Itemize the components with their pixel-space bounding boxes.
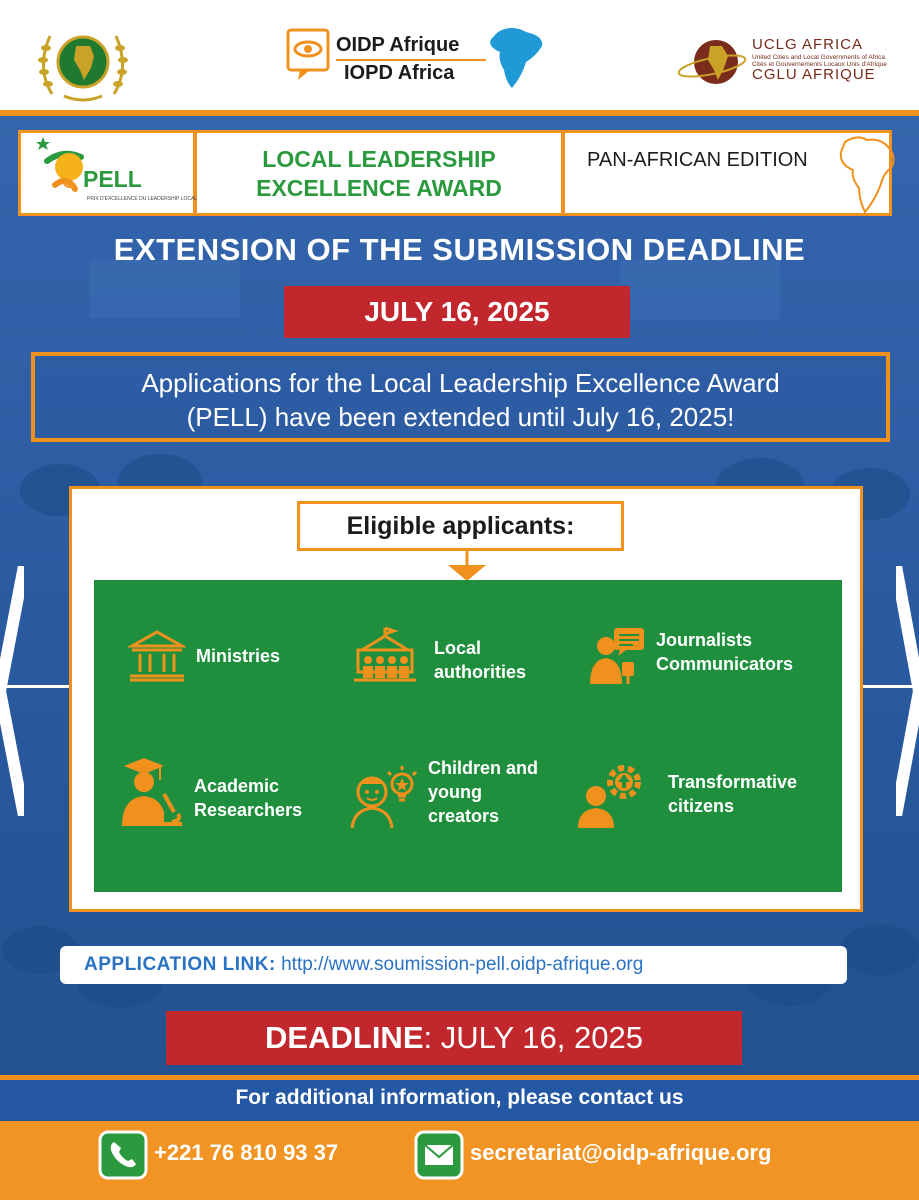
announcement-text: (PELL) have been extended until July 16, 2025!: [186, 402, 735, 432]
uclg-africa-title: UCLG AFRICA: [752, 36, 864, 53]
phone-icon: [98, 1130, 148, 1180]
ministry-building-icon: [128, 628, 186, 682]
applicant-categories: [94, 580, 842, 892]
award-title: [197, 145, 561, 203]
award-banner: [18, 130, 892, 216]
connector-line: [0, 685, 80, 688]
category-label: [434, 636, 526, 684]
edition-label: PAN-AFRICAN EDITION: [587, 149, 808, 171]
headline: EXTENSION OF THE SUBMISSION DEADLINE: [113, 232, 806, 267]
award-title-line: EXCELLENCE AWARD: [256, 175, 502, 201]
child-lightbulb-icon: [348, 764, 418, 830]
category-label-line: Ministries: [196, 646, 281, 666]
category-label-line: Journalists: [656, 630, 753, 650]
announcement-box: [31, 352, 890, 442]
category-label-line: authorities: [434, 662, 527, 682]
application-link-label: APPLICATION LINK:: [84, 954, 276, 975]
deadline-label: DEADLINE: [265, 1020, 424, 1055]
category-label: [428, 756, 538, 828]
category-label-line: creators: [428, 806, 500, 826]
oidp-name: OIDP Afrique: [336, 34, 460, 56]
category-label: [194, 774, 302, 822]
category-label-line: Researchers: [194, 800, 303, 820]
deadline-banner: [166, 1011, 742, 1065]
uclg-subtitle-en: United Cities and Local Governments of Africa: [752, 54, 885, 61]
category-label-line: citizens: [668, 796, 735, 816]
contact-title: For additional information, please contact us: [235, 1086, 684, 1109]
journalist-microphone-icon: [588, 624, 650, 686]
citizen-gear-icon: [576, 760, 646, 828]
side-chevron-left-icon: [0, 566, 24, 816]
banner-divider: [561, 130, 565, 216]
graduate-microscope-icon: [120, 756, 184, 828]
oidp-divider: [336, 59, 486, 61]
pell-wordmark: PELL: [83, 166, 142, 192]
category-label-line: Children and: [428, 758, 539, 778]
award-title-line: LOCAL LEADERSHIP: [262, 146, 496, 172]
announcement-text: Applications for the Local Leadership Excellence Award: [141, 368, 780, 398]
deadline-value: : JULY 16, 2025: [423, 1020, 643, 1055]
category-label: [668, 770, 797, 818]
category-label: [656, 628, 793, 676]
eligible-applicants-title: Eligible applicants:: [297, 501, 624, 551]
uclg-subtitle-fr: Cités et Gouvernements Locaux Unis d'Afrique: [752, 61, 887, 68]
category-label-line: Academic: [194, 776, 280, 796]
category-label: [196, 644, 280, 668]
cglu-afrique-title: CGLU AFRIQUE: [752, 66, 876, 83]
connector-line: [856, 685, 919, 688]
category-label-line: Local: [434, 638, 482, 658]
african-union-emblem-icon: [34, 24, 132, 102]
application-link[interactable]: http://www.soumission-pell.oidp-afrique.org: [281, 954, 644, 975]
header-divider: [0, 110, 919, 116]
uclg-globe-logo-icon: [676, 36, 748, 88]
down-arrow-icon: [442, 551, 492, 583]
email-address[interactable]: secretariat@oidp-afrique.org: [470, 1140, 772, 1165]
category-label-line: Transformative: [668, 772, 798, 792]
africa-map-outline-icon: [837, 130, 897, 216]
email-icon: [414, 1130, 464, 1180]
pell-tagline: PRIX D'EXCELLENCE DU LEADERSHIP LOCAL: [87, 196, 198, 202]
eligible-applicants-panel: [69, 486, 863, 912]
deadline-date-badge: JULY 16, 2025: [284, 286, 630, 338]
phone-number[interactable]: +221 76 810 93 37: [154, 1140, 339, 1165]
town-hall-people-icon: [352, 626, 418, 684]
side-chevron-right-icon: [896, 566, 919, 816]
category-label-line: Communicators: [656, 654, 794, 674]
category-label-line: young: [428, 782, 482, 802]
application-link-box: [60, 946, 847, 984]
iopd-name: IOPD Africa: [344, 62, 455, 84]
